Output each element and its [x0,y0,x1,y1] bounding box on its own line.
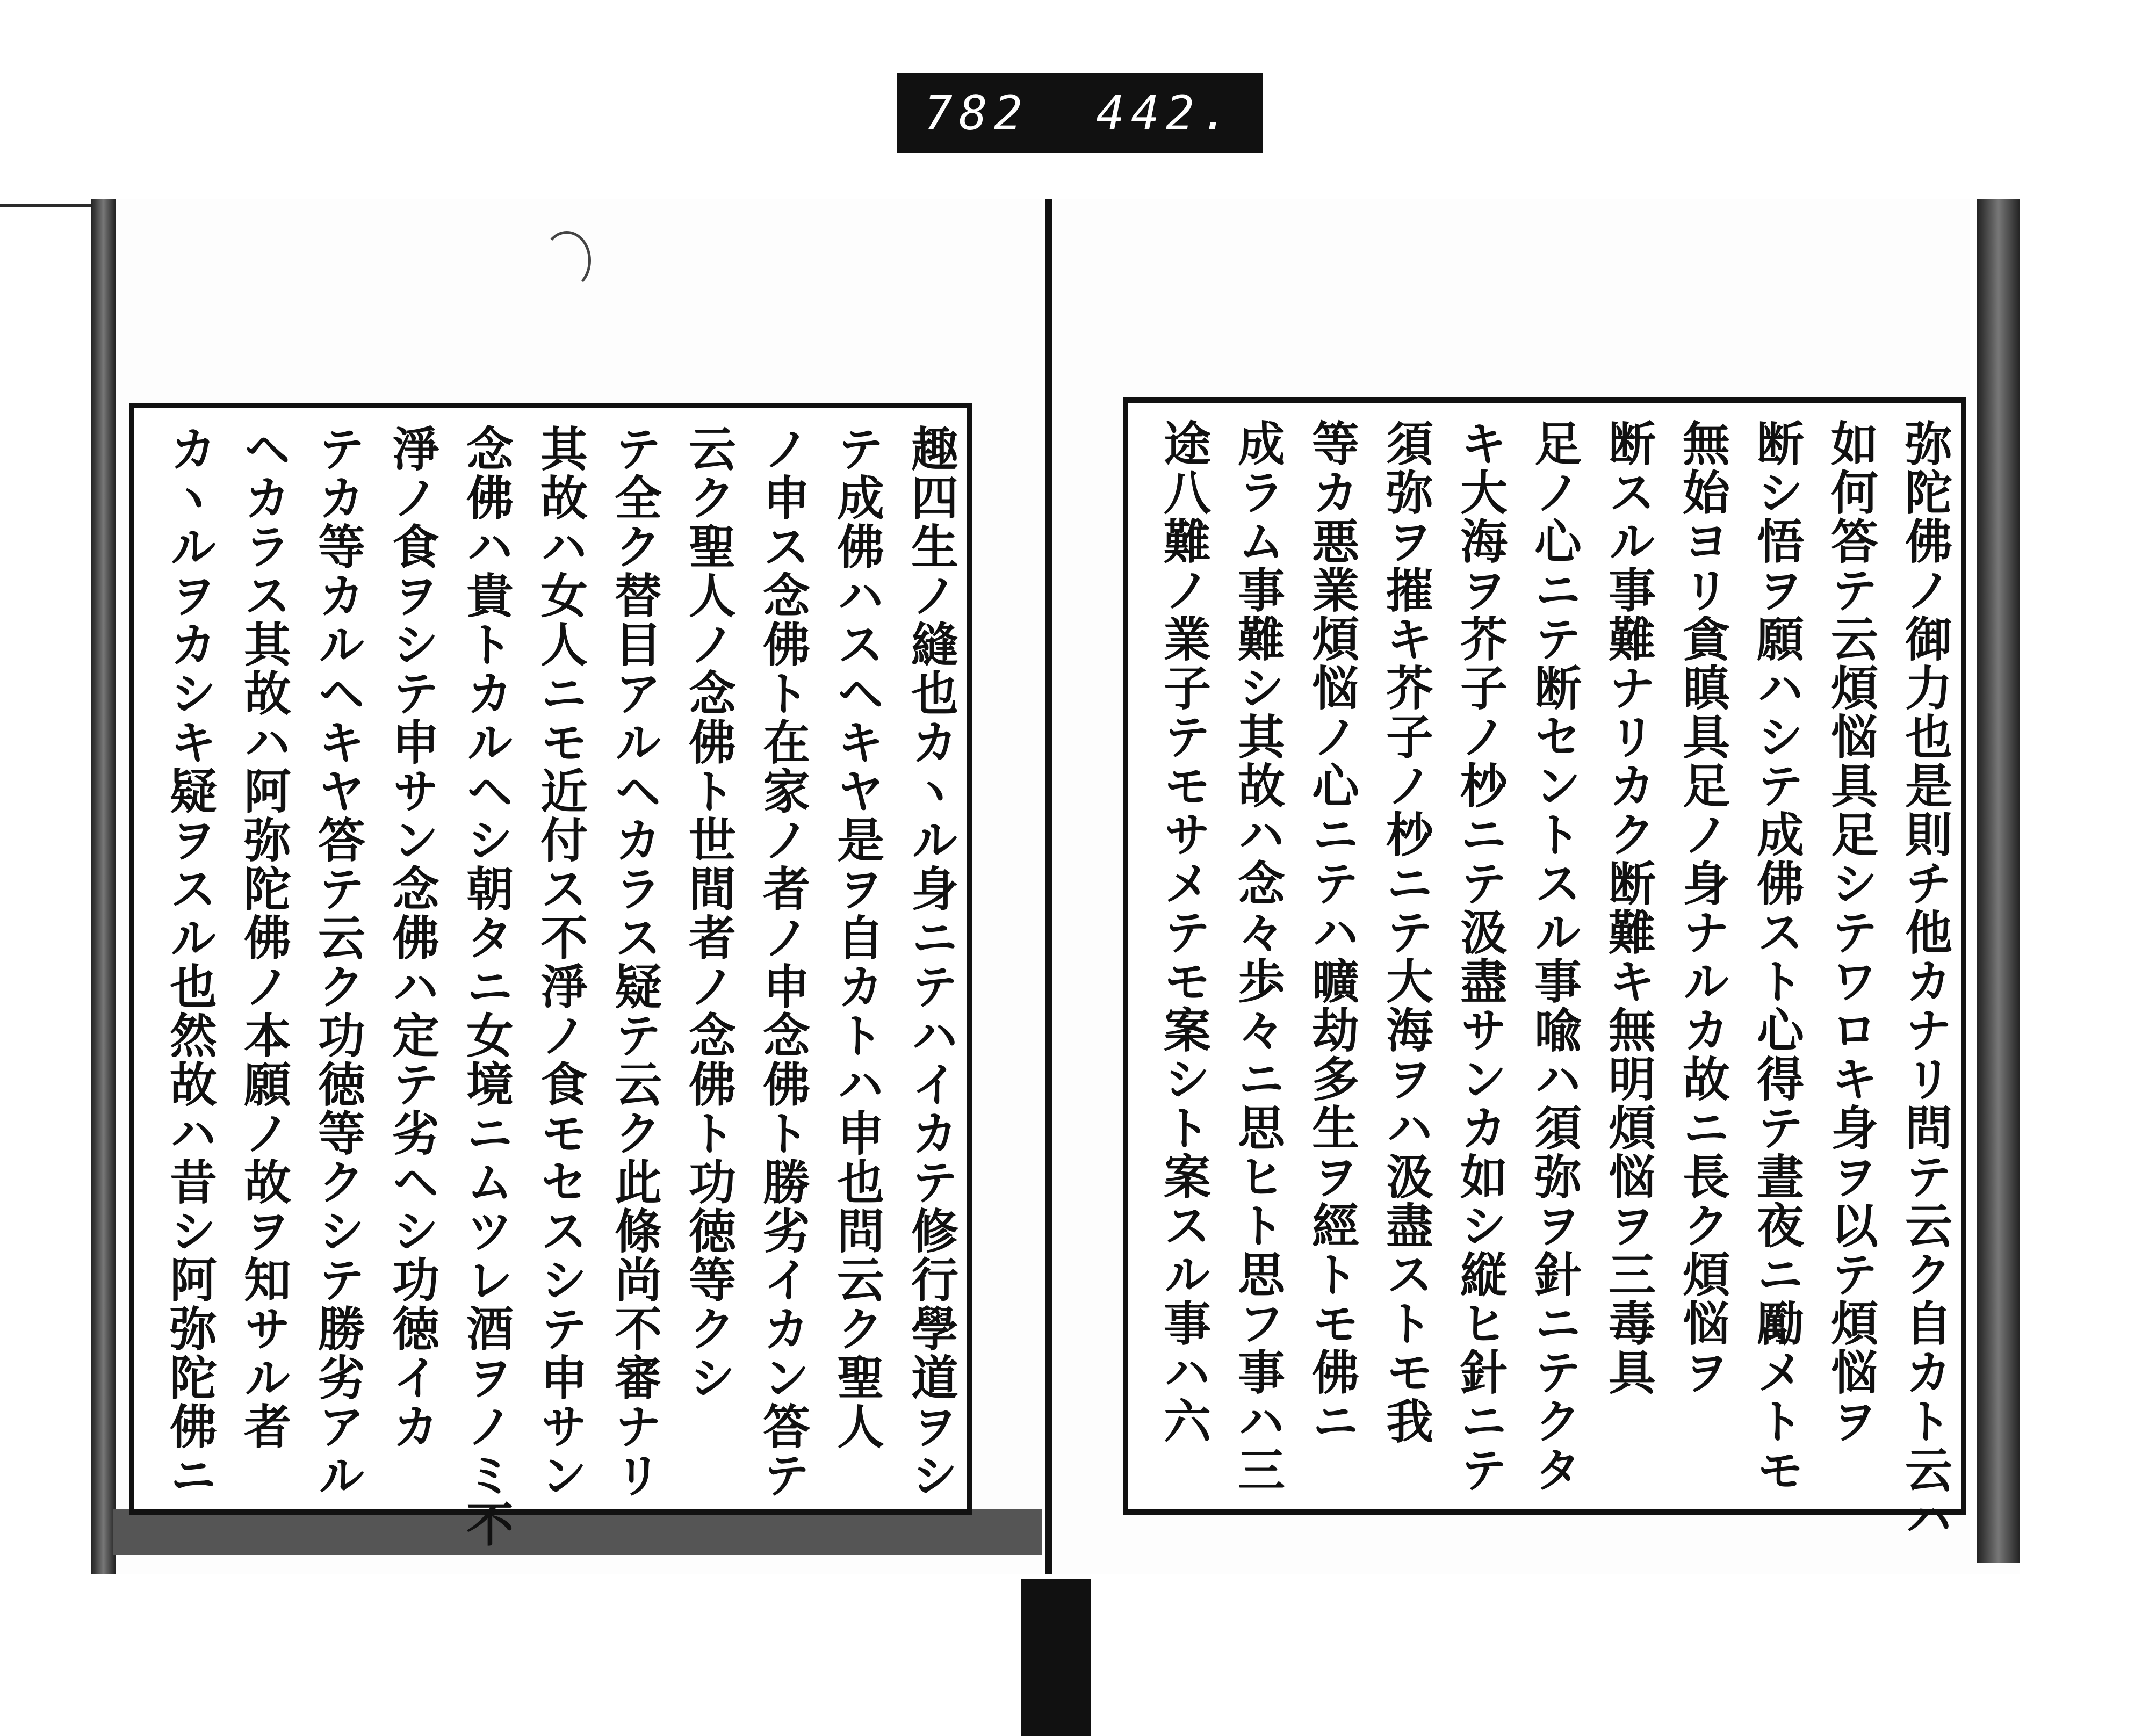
right-column: 断シ悟ヲ願ハシテ成佛スト心得テ晝夜ニ勵メトモ [1749,419,1805,1494]
right-column: キ大海ヲ芥子ノ杪ニテ汲盡サンカ如シ縦ヒ針ニテ [1453,419,1509,1494]
archive-label-left: 782 [924,85,1029,141]
left-column: カヽルヲカシキ疑ヲスル也然故ハ昔シ阿弥陀佛ニ [162,424,218,1500]
left-column: 趣四生ノ縫也カヽル身ニテハイカテ修行學道ヲシ [904,424,960,1500]
left-column: テ全ク替目アルヘカラス疑テ云ク此條尚不審ナリ [607,424,663,1500]
left-column: 念佛ハ貴トカルヘシ朝タニ女境ニムツレ酒ヲノミ不 [459,424,515,1549]
right-column: 途八難ノ業子テモサメテモ案シト案スル事ハ六 [1156,419,1212,1445]
right-column: 無始ヨリ貪瞋具足ノ身ナルカ故ニ長ク煩悩ヲ [1675,419,1731,1397]
right-column: 足ノ心ニテ断セントスル事喩ハ須弥ヲ針ニテクタ [1527,419,1583,1494]
left-column: テ成佛ハスヘキヤ是ヲ自カトハ申也問云ク聖人 [830,424,885,1451]
book-gutter-line [1045,199,1052,1574]
right-page-spine [1977,199,2020,1563]
archive-label [897,73,1263,153]
right-page [1053,199,2020,1574]
left-page-spine [91,199,116,1574]
left-page [91,199,1042,1574]
right-text-frame [1123,397,1966,1543]
right-column: 弥陀佛ノ御力也是則チ他カナリ問テ云ク自カト云ハ [1898,419,1953,1543]
left-column: 云ク聖人ノ念佛ト世間者ノ念佛ト功徳等クシ [681,424,737,1402]
left-page-bottom-shadow [113,1509,1042,1555]
archive-label-right: 442. [1096,85,1236,141]
left-column: 淨ノ食ヲシテ申サン念佛ハ定テ劣ヘシ功徳イカ [385,424,441,1451]
right-column: 成ラム事難シ其故ハ念々歩々ニ思ヒト思フ事ハ三 [1230,419,1286,1494]
right-column: 如何答テ云煩悩具足シテワロキ身ヲ以テ煩悩ヲ [1823,419,1879,1445]
left-column: ヘカラス其故ハ阿弥陀佛ノ本願ノ故ヲ知サル者 [236,424,292,1451]
left-column: 其故ハ女人ニモ近付ス不淨ノ食モセスシテ申サン [533,424,589,1500]
stray-pen-mark [543,231,591,290]
right-column: 須弥ヲ摧キ芥子ノ杪ニテ大海ヲハ汲盡ストモ我 [1379,419,1434,1445]
left-text-frame [129,403,972,1549]
book-gutter-block [1021,1579,1091,1736]
left-column: テカ等カルヘキヤ答テ云ク功徳等クシテ勝劣アル [311,424,366,1500]
right-column: 等カ悪業煩悩ノ心ニテハ曠劫多生ヲ經トモ佛ニ [1304,419,1360,1445]
right-column: 断スル事難ナリカク断難キ無明煩悩ヲ三毒具 [1601,419,1657,1397]
left-column: ノ申ス念佛ト在家ノ者ノ申念佛ト勝劣イカン答テ [755,424,811,1500]
